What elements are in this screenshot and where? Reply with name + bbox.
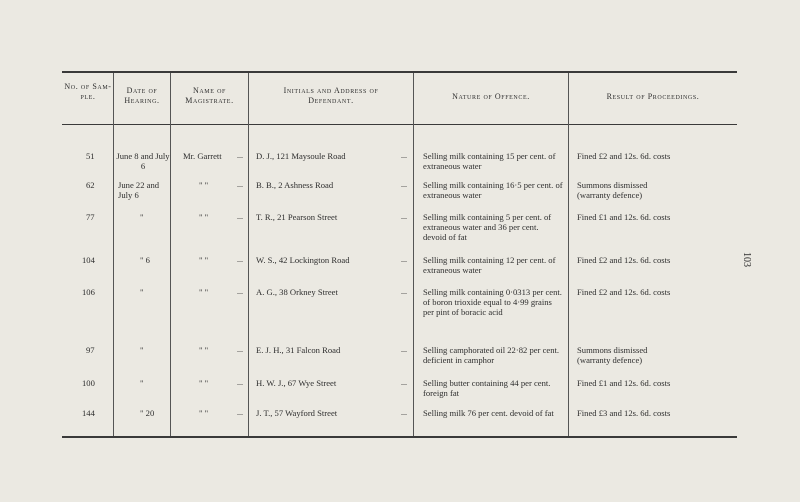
header-offence: Nature of Offence.: [452, 92, 530, 101]
cell-defendant: B. B., 2 Ashness Road: [256, 180, 334, 190]
cell-sample: 51: [86, 151, 95, 161]
cell-offence: Selling camphorated oil 22·82 per cent. deficient in camphor: [423, 345, 560, 365]
leader-dots: ...: [237, 345, 243, 354]
cell-offence: Selling milk containing 15 per cent. of extraneous water: [423, 151, 556, 171]
table-bottom-rule: [62, 436, 737, 438]
cell-offence: Selling milk containing 16·5 per cent. of extraneous water: [423, 180, 563, 200]
page-number: 103: [741, 252, 752, 267]
cell-defendant: H. W. J., 67 Wye Street: [256, 378, 337, 388]
leader-dots: ...: [237, 378, 243, 387]
cell-magistrate: " ": [199, 180, 209, 190]
leader-dots: ...: [237, 151, 243, 160]
cell-result: Summons dismissed (warranty defence): [577, 180, 648, 200]
header-bottom-rule: [62, 124, 737, 125]
col-divider: [413, 73, 414, 436]
header-magistrate: Name of Magistrate.: [185, 86, 234, 105]
cell-defendant: W. S., 42 Lockington Road: [256, 255, 350, 265]
header-defendant: Initials and Address of Defendant.: [283, 86, 379, 105]
cell-date: " 20: [140, 408, 155, 418]
cell-magistrate: " ": [199, 378, 209, 388]
cell-offence: Selling milk containing 5 per cent. of extraneous water and 36 per cent. devoid of fat: [423, 212, 552, 242]
cell-sample: 62: [86, 180, 95, 190]
cell-magistrate: " ": [199, 255, 209, 265]
cell-date: ": [140, 287, 144, 297]
cell-result: Summons dismissed (warranty defence): [577, 345, 648, 365]
cell-magistrate: " ": [199, 287, 209, 297]
col-divider: [568, 73, 569, 436]
cell-date: ": [140, 345, 144, 355]
leader-dots: ...: [401, 180, 407, 189]
cell-sample: 144: [82, 408, 95, 418]
cell-magistrate: " ": [199, 212, 209, 222]
cell-result: Fined £2 and 12s. 6d. costs: [577, 255, 671, 265]
cell-magistrate: " ": [199, 408, 209, 418]
cell-defendant: J. T., 57 Wayford Street: [256, 408, 338, 418]
leader-dots: ...: [401, 408, 407, 417]
cell-date: ": [140, 378, 144, 388]
leader-dots: ...: [237, 408, 243, 417]
leader-dots: ...: [237, 255, 243, 264]
cell-defendant: D. J., 121 Maysoule Road: [256, 151, 346, 161]
cell-result: Fined £2 and 12s. 6d. costs: [577, 151, 671, 161]
header-result: Result of Proceedings.: [606, 92, 700, 101]
cell-result: Fined £1 and 12s. 6d. costs: [577, 378, 671, 388]
cell-date: June 22 and July 6: [118, 180, 160, 200]
cell-magistrate: Mr. Garrett: [183, 151, 222, 161]
leader-dots: ...: [401, 151, 407, 160]
cell-magistrate: " ": [199, 345, 209, 355]
leader-dots: ...: [237, 180, 243, 189]
cell-defendant: T. R., 21 Pearson Street: [256, 212, 338, 222]
cell-offence: Selling butter containing 44 per cent. foreign fat: [423, 378, 551, 398]
header-date: Date of Hearing.: [124, 86, 160, 105]
cell-sample: 77: [86, 212, 95, 222]
leader-dots: ...: [237, 287, 243, 296]
cell-date: June 8 and July 6: [116, 151, 170, 171]
leader-dots: ...: [401, 287, 407, 296]
leader-dots: ...: [401, 212, 407, 221]
cell-result: Fined £2 and 12s. 6d. costs: [577, 287, 671, 297]
header-sample: No. of Sam- ple.: [64, 82, 112, 101]
cell-defendant: E. J. H., 31 Falcon Road: [256, 345, 341, 355]
cell-offence: Selling milk containing 0·0313 per cent. of boron trioxide equal to 4·99 grains per pint of boracic acid: [423, 287, 562, 317]
cell-offence: Selling milk containing 12 per cent. of extraneous water: [423, 255, 556, 275]
cell-sample: 97: [86, 345, 95, 355]
col-divider: [113, 73, 114, 436]
cell-result: Fined £1 and 12s. 6d. costs: [577, 212, 671, 222]
cell-offence: Selling milk 76 per cent. devoid of fat: [423, 408, 554, 418]
cell-date: " 6: [140, 255, 150, 265]
leader-dots: ...: [401, 378, 407, 387]
cell-date: ": [140, 212, 144, 222]
leader-dots: ...: [401, 345, 407, 354]
cell-sample: 104: [82, 255, 95, 265]
cell-defendant: A. G., 38 Orkney Street: [256, 287, 338, 297]
leader-dots: ...: [401, 255, 407, 264]
leader-dots: ...: [237, 212, 243, 221]
table-top-rule: [62, 71, 737, 73]
cell-result: Fined £3 and 12s. 6d. costs: [577, 408, 671, 418]
col-divider: [248, 73, 249, 436]
cell-sample: 106: [82, 287, 95, 297]
cell-sample: 100: [82, 378, 95, 388]
col-divider: [170, 73, 171, 436]
